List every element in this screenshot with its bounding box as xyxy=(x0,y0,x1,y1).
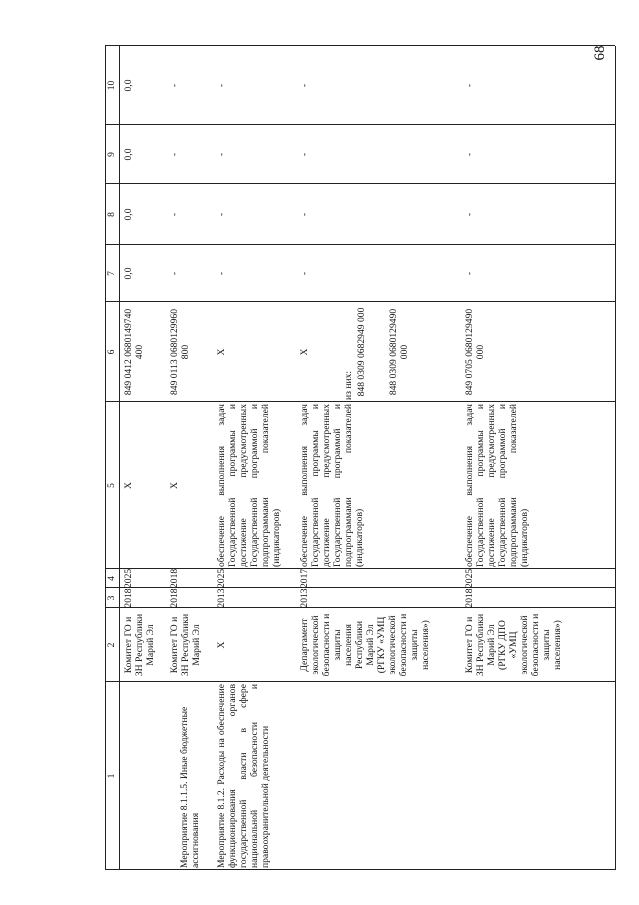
end-year-cell: 2017 xyxy=(299,568,310,588)
col-line xyxy=(105,607,615,608)
rotated-table xyxy=(105,46,615,870)
col-line xyxy=(105,244,615,245)
value-cell-10: - xyxy=(216,83,227,88)
code-cell-x: Х xyxy=(299,348,310,356)
value-cell-10: - xyxy=(169,83,180,88)
col-line xyxy=(105,568,615,569)
page-number: 68 xyxy=(592,45,608,61)
code-cell: Х xyxy=(216,348,227,356)
result-cell: Х xyxy=(169,482,180,489)
header-col-8: 8 xyxy=(106,212,117,217)
value-cell-7: - xyxy=(169,271,180,276)
col-line xyxy=(105,45,615,46)
start-year-cell: 2018 xyxy=(169,588,180,608)
value-cell-9: - xyxy=(169,152,180,157)
col-line xyxy=(105,124,615,125)
start-year-cell: 2018 xyxy=(123,588,134,608)
executor-cell: Комитет ГО и ЗН Республики Марий Эл xyxy=(123,613,156,677)
code-cell: 849 0113 0680129960 800 xyxy=(169,309,191,395)
value-cell-8: - xyxy=(169,212,180,217)
value-cell-8: 0,0 xyxy=(123,208,134,221)
value-cell-9: - xyxy=(299,152,310,157)
result-cell: обеспечение выполнения задач Государственной программы и достижение предусмотренных Государственной программой и подпрограммами показателей (индикаторов) xyxy=(299,404,365,567)
col-line xyxy=(105,401,615,402)
end-year-cell: 2025 xyxy=(216,568,227,588)
result-cell: обеспечение выполнения задач Государственной программы и достижение предусмотренных Государственной программой и подпрограммами показателей (индикаторов) xyxy=(464,404,530,567)
end-year-cell: 2025 xyxy=(464,568,475,588)
col-line xyxy=(105,301,615,302)
header-col-6: 6 xyxy=(106,349,117,355)
executor-cell: Комитет ГО и ЗН Республики Марий Эл xyxy=(169,613,202,677)
header-col-1: 1 xyxy=(106,773,117,779)
value-cell-9: 0,0 xyxy=(123,148,134,161)
header-col-5: 5 xyxy=(106,483,117,488)
code-cell: 849 0705 0680129490 000 xyxy=(464,308,486,396)
value-cell-7: - xyxy=(464,271,475,276)
value-cell-8: - xyxy=(299,212,310,217)
end-year-cell: 2018 xyxy=(169,568,180,588)
header-col-2: 2 xyxy=(106,642,117,648)
col-line xyxy=(105,587,615,588)
code-cell-subheading: из них: xyxy=(343,370,354,400)
header-col-4: 4 xyxy=(106,576,117,581)
value-cell-10: - xyxy=(464,83,475,88)
header-col-3: 3 xyxy=(106,595,117,601)
value-cell-7: 0,0 xyxy=(123,267,134,280)
col-line xyxy=(105,183,615,184)
value-cell-8: - xyxy=(216,212,227,217)
measure-cell: Мероприятие 8.1.1.5. Иные бюджетные ассигнования xyxy=(179,706,201,868)
executor-cell: Департамент экологической безопасности и защиты населения Республики Марий Эл (РГКУ «УМЦ экологической безопасности и защиты населения») xyxy=(299,613,431,677)
header-col-9: 9 xyxy=(106,152,117,157)
executor-cell: Х xyxy=(216,641,227,649)
start-year-cell: 2013 xyxy=(216,588,227,608)
result-cell: Х xyxy=(123,482,134,489)
value-cell-8: - xyxy=(464,212,475,217)
value-cell-10: 0,0 xyxy=(123,79,134,92)
col-line xyxy=(105,869,615,870)
header-col-10: 10 xyxy=(106,80,117,91)
table-border-bottom xyxy=(615,46,616,870)
value-cell-9: - xyxy=(216,152,227,157)
value-cell-7: - xyxy=(299,271,310,276)
value-cell-10: - xyxy=(299,83,310,88)
start-year-cell: 2018 xyxy=(464,588,475,608)
header-divider xyxy=(119,46,120,870)
col-line xyxy=(105,681,615,682)
value-cell-9: - xyxy=(464,152,475,157)
header-col-7: 7 xyxy=(106,271,117,276)
result-cell: обеспечение выполнения задач Государственной программы и достижение предусмотренных Государственной программой и подпрограммами показателей (индикаторов) xyxy=(216,404,282,567)
value-cell-7: - xyxy=(216,271,227,276)
executor-cell: Комитет ГО и ЗН Республики Марий Эл (РГКУ ДПО «УМЦ экологической безопасности и защиты населения») xyxy=(464,613,563,677)
code-cell: 848 0309 0680129490 000 xyxy=(388,308,410,396)
code-cell: 848 0309 0682949 000 xyxy=(356,307,367,397)
code-cell: 849 0412 0680149740 400 xyxy=(123,308,145,396)
measure-cell: Мероприятие 8.1.2. Расходы на обеспечение функционирования органов государственной власти в сфере национальной безопасности и правоохранительной деятельности xyxy=(216,684,271,868)
end-year-cell: 2025 xyxy=(123,568,134,588)
start-year-cell: 2013 xyxy=(299,588,310,608)
